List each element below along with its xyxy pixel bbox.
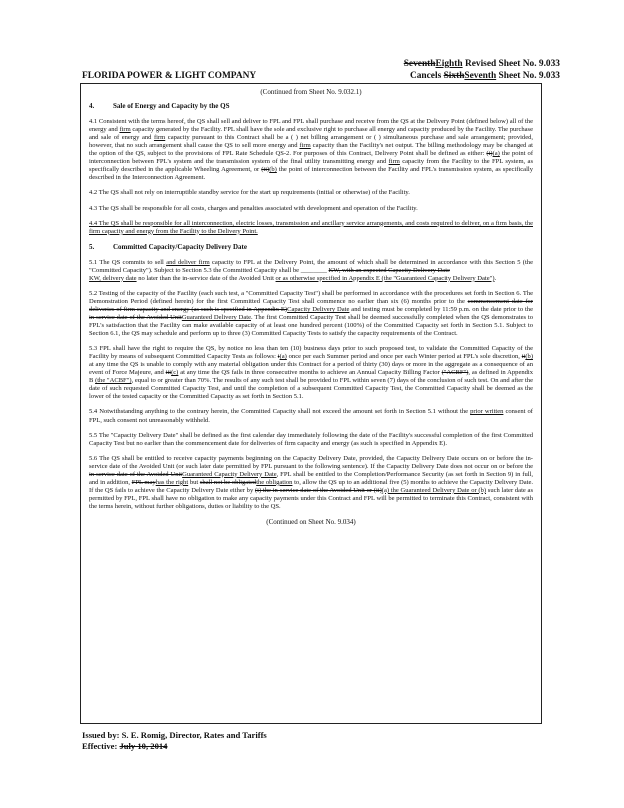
paragraph-5-3: 5.3 FPL shall have the right to require the QS, by notice no less than ten (10) business days prior to such proposed test, to validate the Committed Capacity of the Facility by means of subsequent Committed Capacity Tests as follows: i(a) once per each Summer period and once per each Winter period at FPL's sole discretion, ii(b) at any time the QS is unable to comply with any material obligation under this Contract for a period of thirty (30) days or more in the aggregate as a consequence of an event of Force Majeure, and iii(c) at any time the QS fails in three consecutive months to achieve an Annual Capacity Billing Factor ("ACBF"), as defined in Appendix B (the "ACBF"), equal to or greater than 70%. The results of any such test shall be provided to FPL within seven (7) days of the conclusion of such test. On and after the date of such requested Committed Capacity Test, and until the completion of a subsequent Committed Capacity Test, the Committed Capacity shall be deemed as the lower of the tested capacity or the Committed Capacity as set forth in Section 5.1. <box>89 345 534 401</box>
paragraph-4-1: 4.1 Consistent with the terms hereof, the QS shall sell and deliver to FPL and FPL shall purchase and receive from the QS at the Delivery Point (defined below) all of the energy and firm capacity generated by the Facility. FPL shall have the sole and exclusive right to purchase all energy and capacity produced by the Facility. The purchase and sale of energy and firm capacity pursuant to this Contract shall be a ( ) net billing arrangement or ( ) simultaneous purchase and sale arrangement; provided, however, that no such arrangement shall cause the QS to sell more energy and firm capacity than the Facility's net output. The billing methodology may be changed at the option of the QS, subject to the provisions of FPL Rate Schedule QS-2. For purposes of this Contract, Delivery Point shall be defined as either: (i)(a) the point of interconnection between FPL's system and the transmission system of the final utility transmitting energy and firm capacity from the Facility to the FPL system, as specifically described in the applicable Wheeling Agreement, or (ii)(b) the point of interconnection between the Facility and FPL's transmission system, as specifically described in the Interconnection Agreement. <box>89 118 534 182</box>
paragraph-5-1: 5.1 The QS commits to sell and deliver firm capacity to FPL at the Delivery Point, the amount of which shall be determined in accordance with this Section 5 (the "Committed Capacity"). Subject to Section 5.3 the Committed Capacity shall be ________ KW, with an expected Capacity Delivery Date KW, delivery date no later than the in-service date of the Avoided Unit or as otherwise specified in Appendix E (the "Guaranteed Capacity Delivery Date"). <box>89 258 533 282</box>
continued-on: (Continued on Sheet No. 9.034) <box>266 517 356 526</box>
continued-from: (Continued from Sheet No. 9.032.1) <box>260 88 362 96</box>
document-body <box>80 83 542 724</box>
paragraph-5-2: 5.2 Testing of the capacity of the Facility (each such test, a "Committed Capacity Test") shall be performed in accordance with the procedures set forth in Section 6. The Demonstration Period (defined herein) for the first Committed Capacity Test shall commence no earlier than six (6) months prior to the commencement date for deliveries of firm capacity and energy (as such is specified in Appendix E)Capacity Delivery Date and testing must be completed by 11:59 p.m. on the date prior to the in-service date of the Avoided UnitGuaranteed Delivery Date. The first Committed Capacity Test shall be deemed successfully completed when the QS demonstrates to FPL's satisfaction that the Facility can make available capacity of at least one hundred percent (100%) of the Committed Capacity set forth in Section 5.1. Subject to Section 6.1, the QS may schedule and perform up to three (3) Committed Capacity Tests to satisfy the capacity requirements of the Contract. <box>89 289 533 338</box>
section-5-heading: 5. Committed Capacity/Capacity Delivery Date <box>89 242 247 251</box>
paragraph-5-4: 5.4 Notwithstanding anything to the contrary herein, the Committed Capacity shall not exceed the amount set forth in Section 5.1 without the prior written consent of FPL, such consent not unreasonably withheld. <box>89 408 533 424</box>
cancels-sheet-line: Cancels SixthSeventh Sheet No. 9.033 <box>409 71 560 81</box>
company-name: FLORIDA POWER & LIGHT COMPANY <box>82 71 257 81</box>
sheet-header <box>404 58 560 82</box>
issued-by: Issued by: S. E. Romig, Director, Rates and Tariffs <box>82 730 267 740</box>
paragraph-5-6: 5.6 The QS shall be entitled to receive capacity payments beginning on the Capacity Delivery Date, provided, the Capacity Delivery Date occurs on or before the in-service date of the Avoided Unit (or such later date permitted by FPL pursuant to the following sentence). If the Capacity Delivery Date does not occur on or before the in-service date of the Avoided UnitGuaranteed Capacity Delivery Date, FPL shall be entitled to the Completion/Performance Security (as set forth in Section 9) in full, and in addition, FPL mayhas the right but shall not be obligatedthe obligation to, allow the QS up to an additional five (5) months to achieve the Capacity Delivery Date. If the QS fails to achieve the Capacity Delivery Date either by (i) the in-service date of the Avoided Unit or (ii)(a) the Guaranteed Delivery Date or (b) such later date as permitted by FPL, FPL shall have no obligation to make any capacity payments under this Contract and FPL will be permitted to terminate this Contract, consistent with the terms herein, without further obligations, duties or liability to the QS. <box>89 454 533 510</box>
paragraph-4-3: 4.3 The QS shall be responsible for all costs, charges and penalties associated with development and operation of the Facility. <box>89 204 418 212</box>
section-4-heading: 4. Sale of Energy and Capacity by the QS <box>89 102 230 111</box>
sheet-footer <box>82 730 267 752</box>
effective-date: Effective: July 10, 2014 <box>82 741 168 751</box>
paragraph-4-4: 4.4 The QS shall be responsible for all interconnection, electric losses, transmission and ancillary service arrangements, and costs required to deliver, on a firm basis, the firm capacity and energy from the Facility to the Delivery Point. <box>89 219 533 235</box>
revised-sheet-line: SeventhEighth Revised Sheet No. 9.033 <box>403 59 560 69</box>
paragraph-5-5: 5.5 The "Capacity Delivery Date" shall be defined as the first calendar day immediately following the date of the Facility's successful completion of the first Committed Capacity Test but no earlier than the commencement date for deliveries of firm capacity and energy (as such is specified in Appendix E). <box>89 431 533 447</box>
paragraph-4-2: 4.2 The QS shall not rely on interruptible standby service for the start up requirements (initial or otherwise) of the Facility. <box>89 189 410 197</box>
